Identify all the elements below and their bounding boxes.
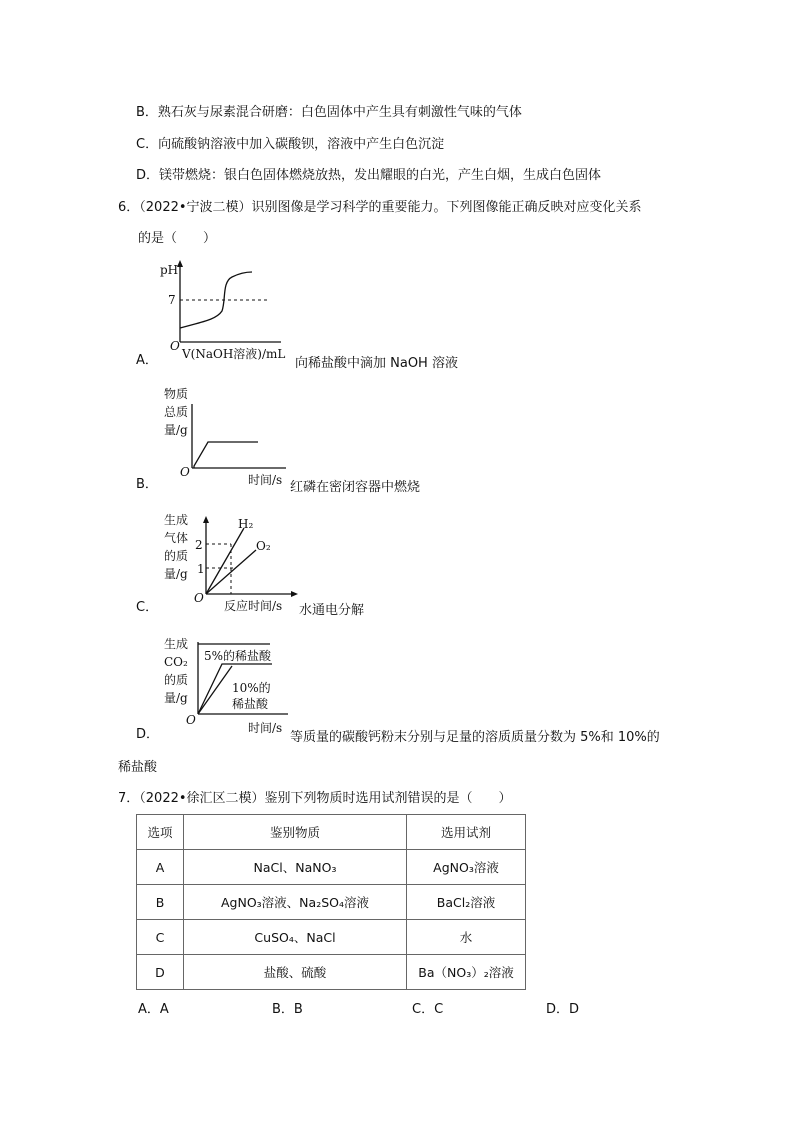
graph-b-ylabel-3: 量/g [164, 423, 188, 437]
graph-c-xlabel: 反应时间/s [224, 599, 283, 613]
table-cell: C [137, 920, 184, 955]
q7-answer-d: D．D [546, 1002, 580, 1017]
q5-option-b: B．熟石灰与尿素混合研磨：白色固体中产生具有刺激性气味的气体 [136, 105, 522, 120]
table-row [137, 920, 526, 955]
q5-option-d: D．镁带燃烧：银白色固体燃烧放热，发出耀眼的白光，产生白烟，生成白色固体 [136, 168, 602, 183]
graph-a-xlabel: V(NaOH溶液)/mL [182, 347, 286, 361]
graph-b-ylabel-2: 总质 [164, 405, 189, 419]
q6-b-caption: 红磷在密闭容器中燃烧 [290, 480, 421, 495]
table-cell: Ba（NO₃）₂溶液 [407, 955, 526, 990]
q5-option-c: C．向硫酸钠溶液中加入碳酸钡，溶液中产生白色沉淀 [136, 137, 445, 152]
graph-d [160, 634, 295, 746]
table-cell: BaCl₂溶液 [407, 885, 526, 920]
q6-d-caption-cont: 稀盐酸 [118, 760, 158, 775]
table-row [137, 955, 526, 990]
table-cell: A [137, 850, 184, 885]
q6-d-letter: D． [136, 727, 160, 742]
q6-a-letter: A． [136, 353, 158, 368]
table-cell: D [137, 955, 184, 990]
graph-d-ylabel-3: 的质 [164, 673, 189, 687]
q6-a-caption: 向稀盐酸中滴加 NaOH 溶液 [295, 356, 458, 371]
graph-d-series-10a: 10%的 [232, 681, 271, 695]
graph-a-ylabel: pH [160, 263, 179, 277]
graph-b-origin: O [180, 465, 190, 479]
table-row [137, 885, 526, 920]
table-header: 选用试剂 [407, 815, 526, 850]
graph-c-series-h2: H₂ [238, 517, 254, 531]
q7-stem: 7．（2022•徐汇区二模）鉴别下列物质时选用试剂错误的是（ ） [118, 791, 512, 806]
q6-d-caption: 等质量的碳酸钙粉末分别与足量的溶质质量分数为 5%和 10%的 [290, 730, 660, 745]
graph-c-origin: O [194, 591, 204, 605]
table-cell: NaCl、NaNO₃ [184, 850, 407, 885]
q6-stem: 6．（2022•宁波二模）识别图像是学习科学的重要能力。下列图像能正确反映对应变化关系 [118, 200, 642, 215]
table-cell: AgNO₃溶液 [407, 850, 526, 885]
table-header: 鉴别物质 [184, 815, 407, 850]
q7-answer-b: B．B [272, 1002, 303, 1017]
q6-b-letter: B． [136, 477, 158, 492]
q7-answer-c: C．C [412, 1002, 444, 1017]
table-cell: 水 [407, 920, 526, 955]
graph-d-xlabel: 时间/s [248, 721, 283, 735]
graph-d-series-5: 5%的稀盐酸 [204, 649, 272, 663]
q6-stem-cont: 的是（ ） [138, 231, 217, 246]
graph-c-tick-1: 1 [197, 562, 205, 576]
q7-table [136, 814, 526, 990]
q6-c-letter: C． [136, 600, 159, 615]
graph-a-tick-7: 7 [168, 293, 176, 307]
graph-b [160, 384, 295, 498]
q6-c-caption: 水通电分解 [299, 603, 365, 618]
table-cell: AgNO₃溶液、Na₂SO₄溶液 [184, 885, 407, 920]
graph-a-origin: O [170, 339, 180, 353]
table-row [137, 850, 526, 885]
table-cell: 盐酸、硫酸 [184, 955, 407, 990]
graph-b-ylabel-1: 物质 [164, 387, 189, 401]
graph-c-tick-2: 2 [195, 538, 203, 552]
graph-c [160, 510, 300, 620]
graph-d-ylabel-1: 生成 [164, 637, 189, 651]
graph-c-ylabel-3: 的质 [164, 549, 189, 563]
graph-c-ylabel-2: 气体 [164, 531, 189, 545]
graph-c-ylabel-4: 量/g [164, 567, 188, 581]
table-cell: B [137, 885, 184, 920]
graph-c-series-o2: O₂ [256, 539, 271, 553]
graph-d-ylabel-2: CO₂ [164, 655, 188, 669]
table-cell: CuSO₄、NaCl [184, 920, 407, 955]
graph-a [156, 256, 296, 370]
table-header-row [137, 815, 526, 850]
graph-c-ylabel-1: 生成 [164, 513, 189, 527]
table-header: 选项 [137, 815, 184, 850]
graph-d-origin: O [186, 713, 196, 727]
q7-answer-a: A．A [138, 1002, 169, 1017]
graph-d-ylabel-4: 量/g [164, 691, 188, 705]
graph-b-xlabel: 时间/s [248, 473, 283, 487]
graph-d-series-10b: 稀盐酸 [232, 697, 269, 711]
